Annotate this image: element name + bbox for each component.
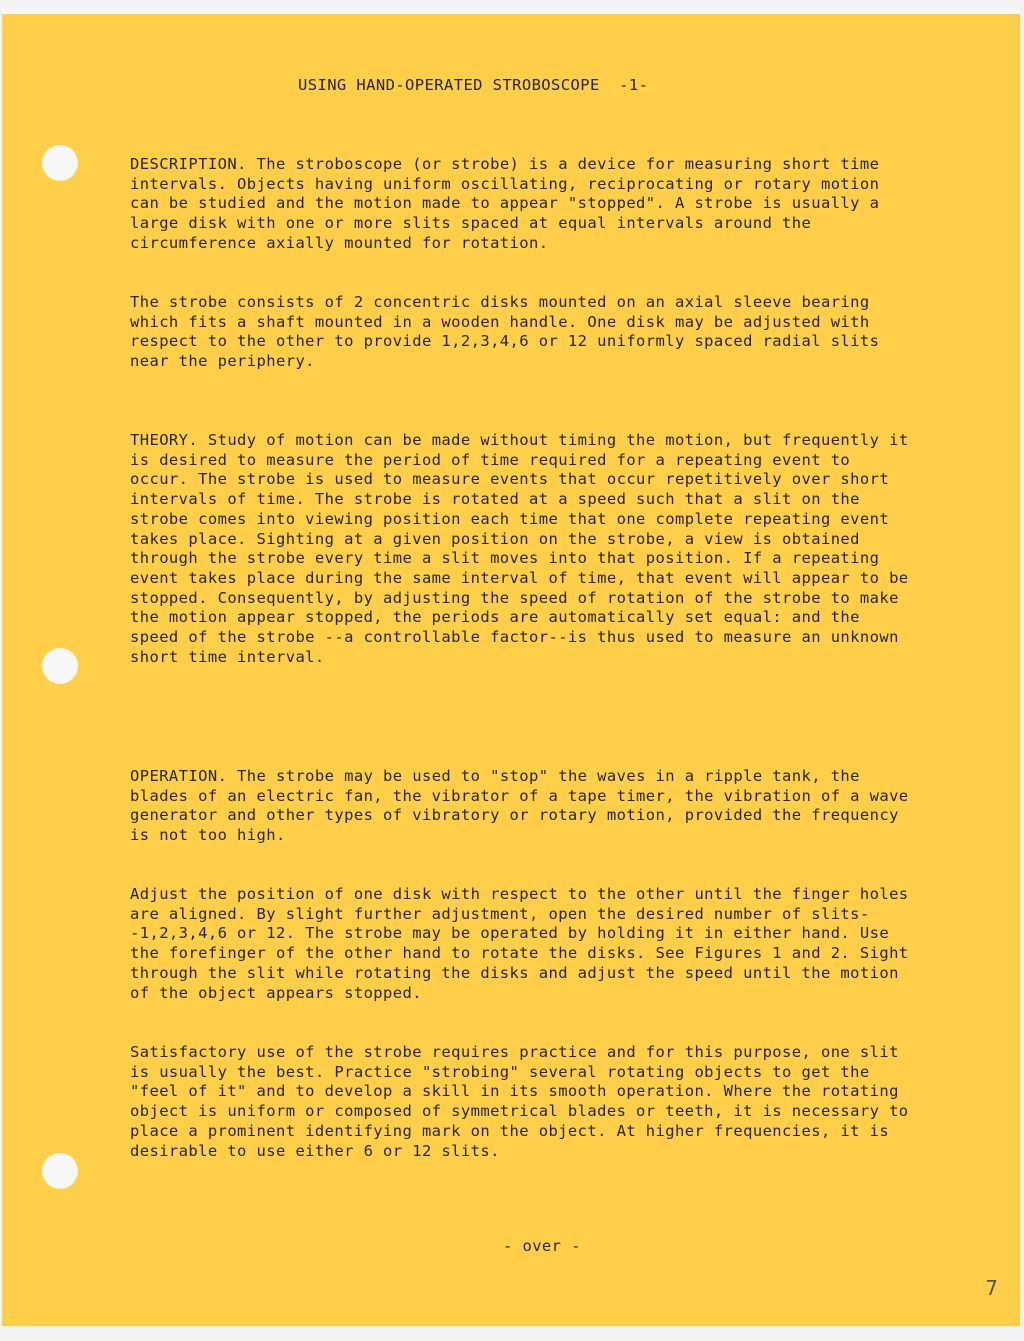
paragraph-text: The stroboscope (or strobe) is a device for measuring short time intervals. Objects having uniform oscillating, reciprocating or rotary motion can be studied and the motion made to appear "stopped". A strobe is usually a large disk with one or more slits spaced at equal intervals around the circumference axially mounted for rotation. <box>130 155 880 252</box>
section-heading: DESCRIPTION. <box>130 155 247 173</box>
section-heading: THEORY. <box>130 431 199 449</box>
binder-hole-top <box>42 145 78 181</box>
binder-hole-bottom <box>42 1153 78 1189</box>
paragraph-construction <box>130 293 910 372</box>
paragraph-description <box>130 155 910 254</box>
page-footer: - over - <box>503 1237 581 1255</box>
paragraph-adjustment <box>130 885 910 1003</box>
document-page <box>2 8 1020 1326</box>
binder-hole-middle <box>42 648 78 684</box>
paragraph-practice <box>130 1043 910 1161</box>
paragraph-text: The strobe consists of 2 concentric disks mounted on an axial sleeve bearing which fits a shaft mounted in a wooden handle. One disk may be adjusted with respect to the other to provide 1,2,3,4,6 or 12 uniformly spaced radial slits near the periphery. <box>130 293 880 371</box>
page-number: 7 <box>985 1276 998 1300</box>
page-top-edge <box>2 8 1020 14</box>
paragraph-text: Satisfactory use of the strobe requires practice and for this purpose, one slit is usually the best. Practice "strobing" several rotating objects to get the "feel of it" and to develop a skill in its smooth operation. Where the rotating object is uniform or composed of symmetrical blades or teeth, it is necessary to place a prominent identifying mark on the object. At higher frequencies, it is desirable to use either 6 or 12 slits. <box>130 1043 909 1160</box>
paragraph-text: Study of motion can be made without timing the motion, but frequently it is desired to measure the period of time required for a repeating event to occur. The strobe is used to measure events that occur repetitively over short intervals of time. The strobe is rotated at a speed such that a slit on the strobe comes into viewing position each time that one complete repeating event takes place. Sighting at a given position on the strobe, a view is obtained through the strobe every time a slit moves into that position. If a repeating event takes place during the same interval of time, that event will appear to be stopped. Consequently, by adjusting the speed of rotation of the strobe to make the motion appear stopped, the periods are automatically set equal: and the speed of the strobe --a controllable factor--is thus used to measure an unknown short time interval. <box>130 431 909 666</box>
paragraph-text: Adjust the position of one disk with respect to the other until the finger holes are aligned. By slight further adjustment, open the desired number of slits--1,2,3,4,6 or 12. The strobe may be operated by holding it in either hand. Use the forefinger of the other hand to rotate the disks. See Figures 1 and 2. Sight through the slit while rotating the disks and adjust the speed until the motion of the object appears stopped. <box>130 885 909 1002</box>
paragraph-operation <box>130 767 910 846</box>
paragraph-text: The strobe may be used to "stop" the waves in a ripple tank, the blades of an electric fan, the vibrator of a tape timer, the vibration of a wave generator and other types of vibratory or rotary motion, provided the frequency is not too high. <box>130 767 909 845</box>
document-title: USING HAND-OPERATED STROBOSCOPE -1- <box>298 76 649 94</box>
paragraph-theory <box>130 431 910 667</box>
section-heading: OPERATION. <box>130 767 228 785</box>
